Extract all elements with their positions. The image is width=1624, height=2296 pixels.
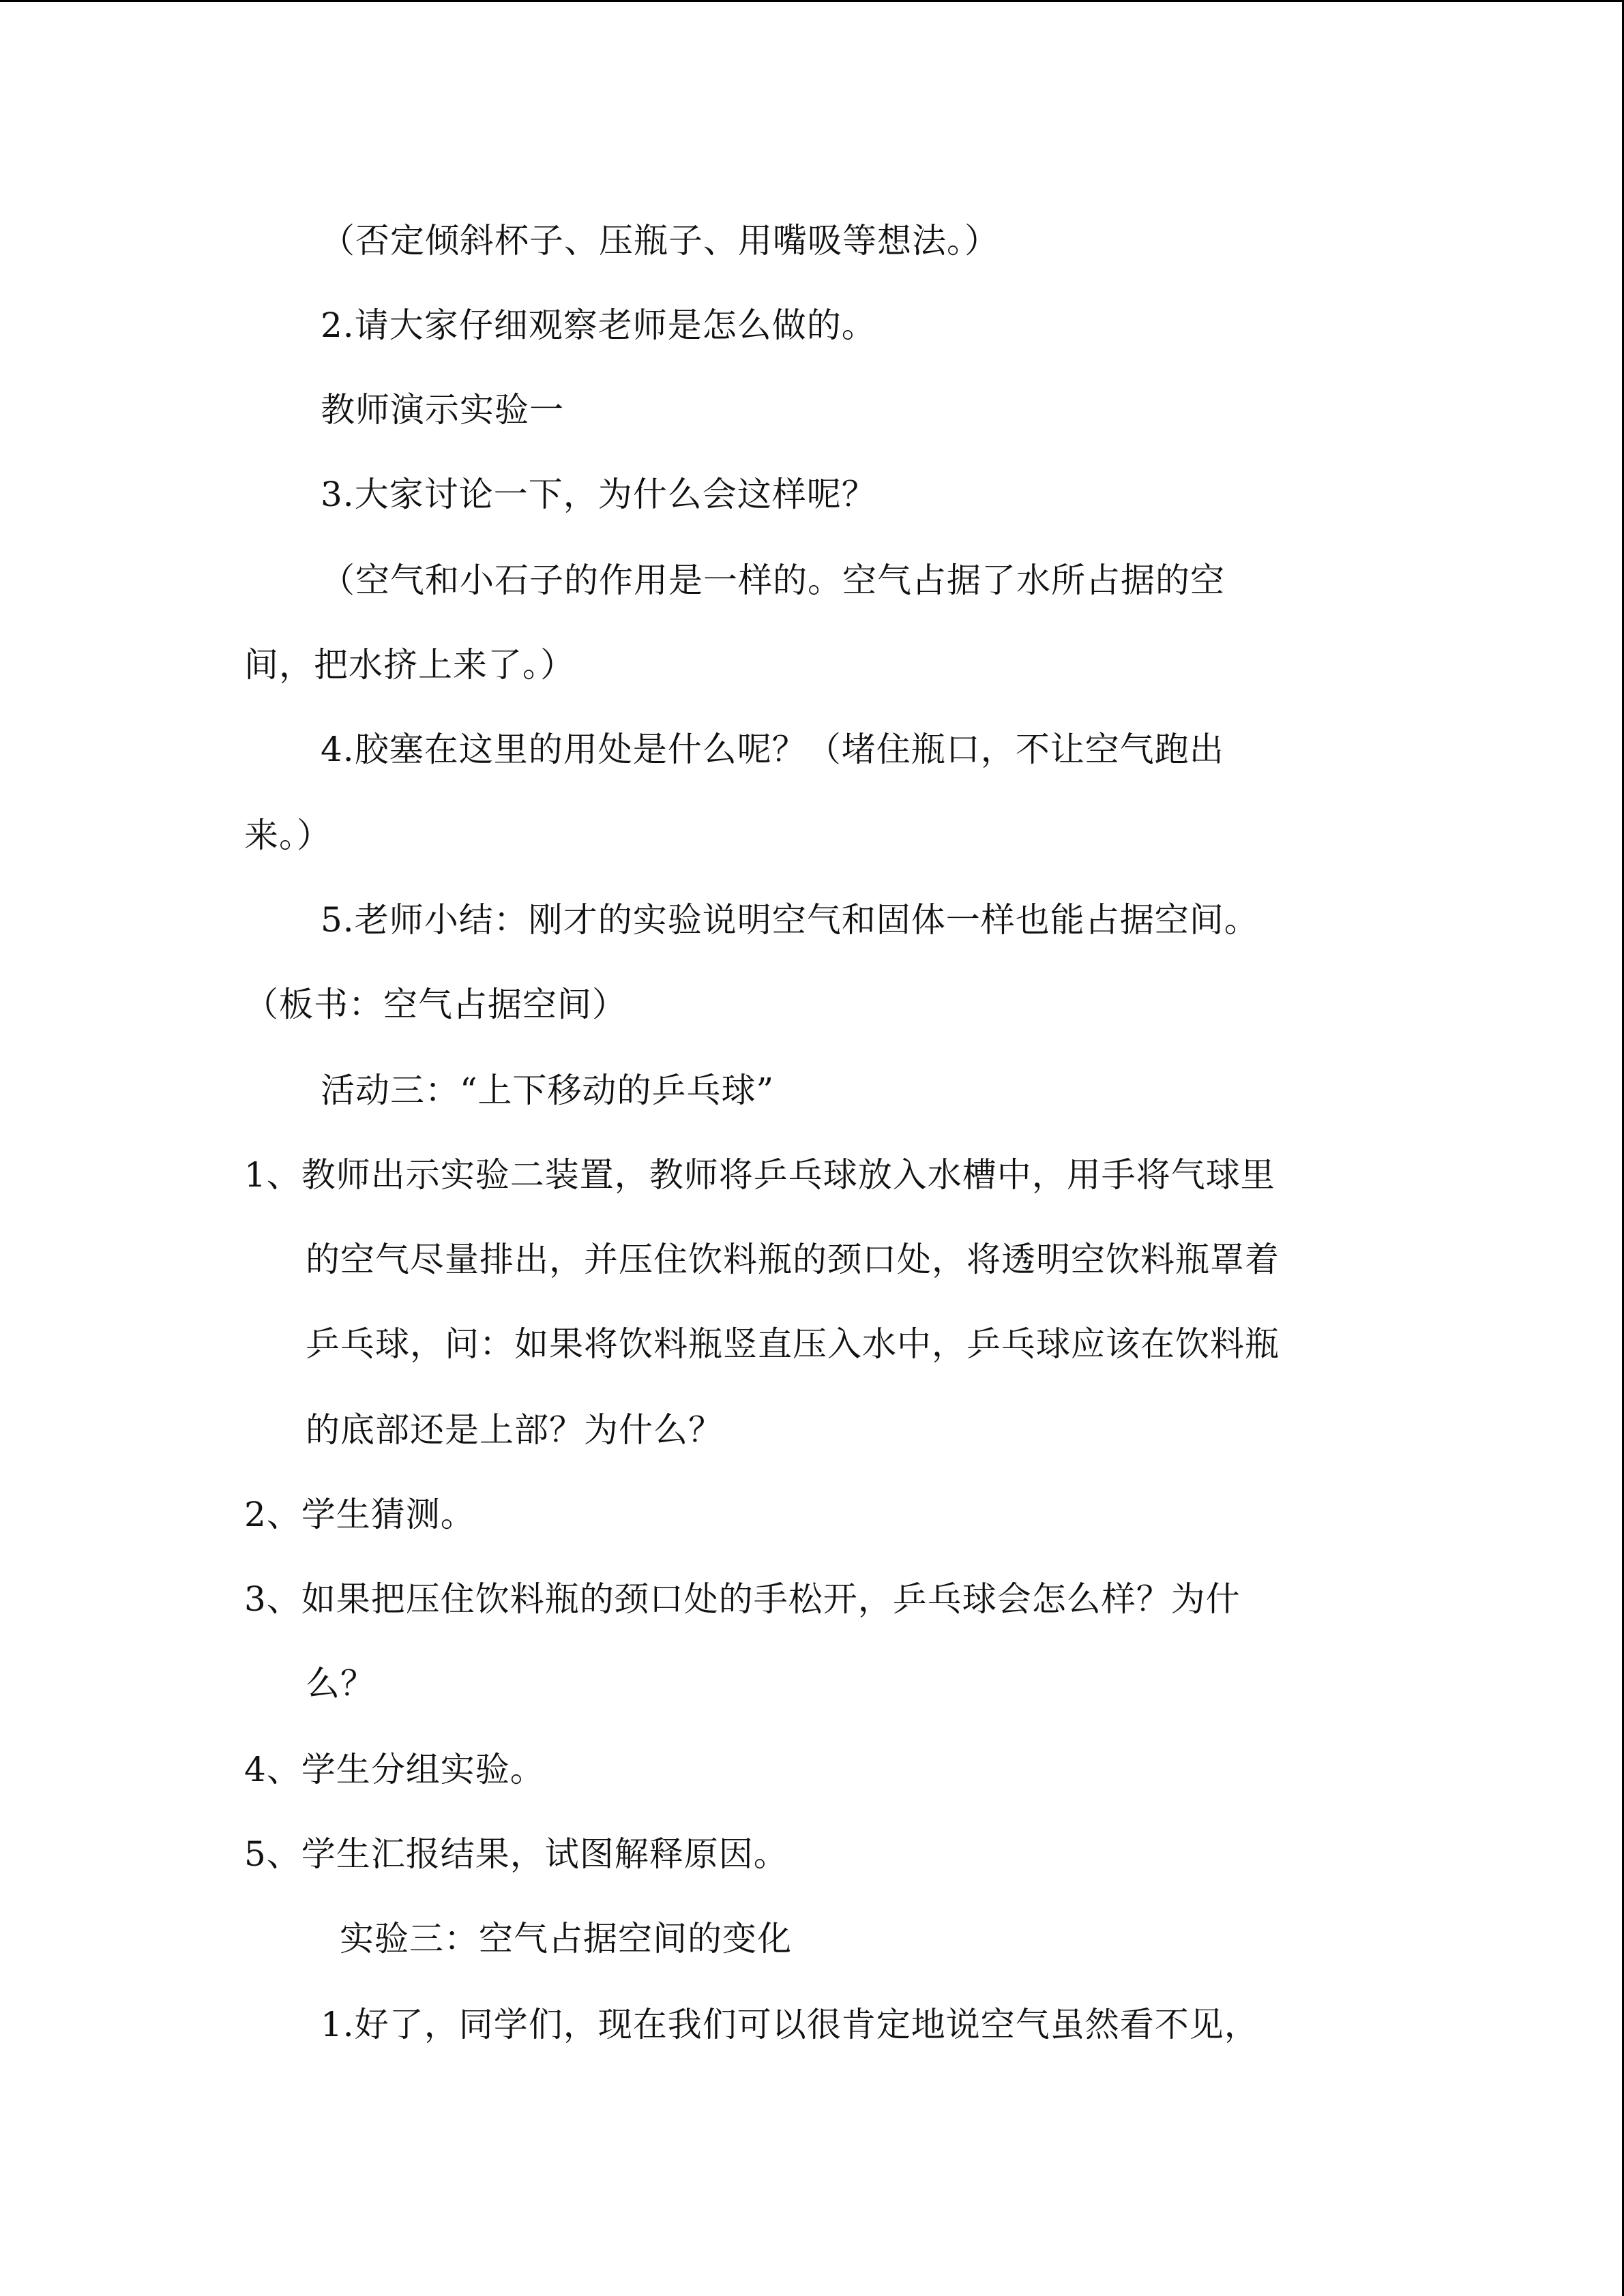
list-item-1-line-4: 的底部还是上部？为什么？: [306, 1410, 723, 1450]
paragraph-step-4-line-2: 来。）: [244, 816, 331, 855]
paragraph-step-5: 5.老师小结：刚才的实验说明空气和固体一样也能占据空间。: [321, 900, 1259, 940]
list-item-3-line-2: 么？: [306, 1664, 375, 1703]
paragraph-explanation-line-1: （空气和小石子的作用是一样的。空气占据了水所占据的空: [321, 561, 1225, 600]
list-item-2: 2、学生猜测。: [244, 1495, 475, 1534]
paragraph-step-1-conclusion: 1.好了，同学们，现在我们可以很肯定地说空气虽然看不见，: [321, 2005, 1259, 2044]
list-item-1-line-3: 乒乓球，问：如果将饮料瓶竖直压入水中，乒乓球应该在饮料瓶: [306, 1324, 1280, 1364]
list-item-3-line-1: 3、如果把压住饮料瓶的颈口处的手松开，乒乓球会怎么样？为什: [244, 1579, 1241, 1619]
paragraph-step-2: 2.请大家仔细观察老师是怎么做的。: [321, 305, 876, 345]
paragraph-step-3: 3.大家讨论一下，为什么会这样呢？: [321, 475, 876, 514]
list-item-5: 5、学生汇报结果，试图解释原因。: [244, 1834, 788, 1874]
section-heading-activity-3: 活动三：“上下移动的乒乓球”: [321, 1071, 775, 1110]
list-item-4: 4、学生分组实验。: [244, 1750, 545, 1789]
paragraph-negate-ideas: （否定倾斜杯子、压瓶子、用嘴吸等想法。）: [321, 221, 999, 260]
list-item-1-line-1: 1、教师出示实验二装置，教师将乒乓球放入水槽中，用手将气球里: [244, 1155, 1275, 1195]
paragraph-board-note: （板书：空气占据空间）: [244, 985, 627, 1024]
section-heading-experiment-3: 实验三：空气占据空间的变化: [340, 1919, 792, 1958]
paragraph-teacher-demo: 教师演示实验一: [321, 390, 564, 430]
paragraph-step-4-line-1: 4.胶塞在这里的用处是什么呢？（堵住瓶口，不让空气跑出: [321, 730, 1224, 769]
list-item-1-line-2: 的空气尽量排出，并压住饮料瓶的颈口处，将透明空饮料瓶罩着: [306, 1240, 1280, 1279]
paragraph-explanation-line-2: 间，把水挤上来了。）: [244, 645, 575, 685]
